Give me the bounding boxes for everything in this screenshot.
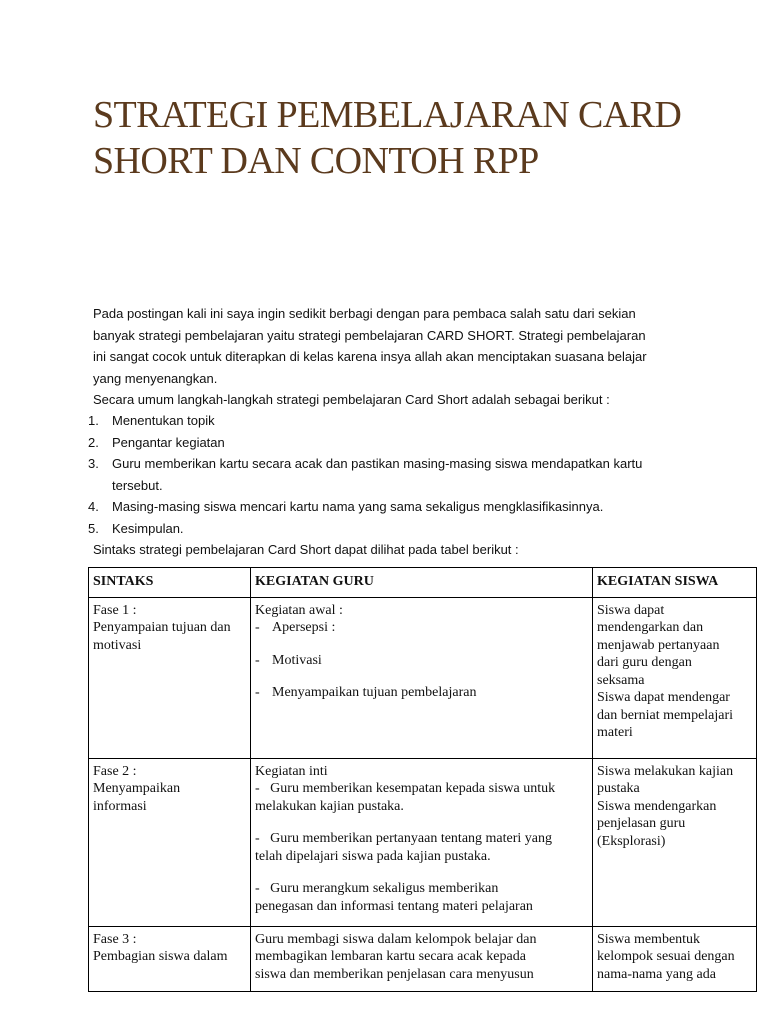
header-kegiatan-siswa: KEGIATAN SISWA <box>593 568 757 598</box>
intro-paragraph <box>93 303 693 389</box>
cell-sintaks: Fase 1 : Penyampaian tujuan dan motivasi <box>89 597 251 758</box>
intro-line: Pada postingan kali ini saya ingin sedikit berbagi dengan para pembaca salah satu dari sekian <box>93 306 636 321</box>
cell-sintaks: Fase 3 : Pembagian siswa dalam <box>89 926 251 992</box>
table-row <box>89 926 757 992</box>
table-row <box>89 758 757 926</box>
document-title <box>93 92 733 184</box>
intro-line: banyak strategi pembelajaran yaitu strategi pembelajaran CARD SHORT. Strategi pembelajaran <box>93 327 646 343</box>
step-item: 2. Pengantar kegiatan <box>88 434 225 450</box>
steps-list <box>88 410 708 539</box>
syntax-table <box>88 567 757 992</box>
title-line-2: SHORT DAN CONTOH RPP <box>93 140 539 182</box>
table-intro: Sintaks strategi pembelajaran Card Short dapat dilihat pada tabel berikut : <box>93 542 519 557</box>
step-item: 4. Masing-masing siswa mencari kartu nama yang sama sekaligus mengklasifikasinnya. <box>88 499 604 514</box>
step-item: 3. Guru memberikan kartu secara acak dan pastikan masing-masing siswa mendapatkan kartu tersebut. <box>88 456 643 493</box>
title-line-1: STRATEGI PEMBELAJARAN CARD <box>93 94 682 136</box>
step-item: 5. Kesimpulan. <box>88 520 184 536</box>
cell-kegiatan-siswa: Siswa dapat mendengarkan dan menjawab pertanyaan dari guru dengan seksama Siswa dapat mendengar dan berniat mempelajari materi <box>593 597 757 758</box>
header-sintaks: SINTAKS <box>89 568 251 598</box>
cell-kegiatan-siswa: Siswa membentuk kelompok sesuai dengan nama-nama yang ada <box>593 926 757 992</box>
table-row <box>89 597 757 758</box>
cell-kegiatan-guru: Kegiatan inti - Guru memberikan kesempatan kepada siswa untuk melakukan kajian pustaka. - Guru memberikan pertanyaan tentang materi yang telah dipelajari siswa pada kajian pustaka. - Guru merangkum sekaligus memberikan penegasan dan informasi tentang materi pelajaran <box>251 758 593 926</box>
header-kegiatan-guru: KEGIATAN GURU <box>251 568 593 598</box>
table-header-row <box>89 568 757 598</box>
intro-line: ini sangat cocok untuk diterapkan di kelas karena insya allah akan menciptakan suasana belajar <box>93 349 647 364</box>
cell-kegiatan-guru: Kegiatan awal : - Apersepsi : - Motivasi - Menyampaikan tujuan pembelajaran <box>251 597 593 758</box>
cell-kegiatan-siswa: Siswa melakukan kajian pustaka Siswa mendengarkan penjelasan guru (Eksplorasi) <box>593 758 757 926</box>
intro-line: yang menyenangkan. <box>93 370 218 386</box>
cell-sintaks: Fase 2 : Menyampaikan informasi <box>89 758 251 926</box>
step-item: 1. Menentukan topik <box>88 413 215 428</box>
cell-kegiatan-guru: Guru membagi siswa dalam kelompok belajar dan membagikan lembaran kartu secara acak kepada siswa dan memberikan penjelasan cara menyusun <box>251 926 593 992</box>
steps-lead: Secara umum langkah-langkah strategi pembelajaran Card Short adalah sebagai berikut : <box>93 392 610 407</box>
